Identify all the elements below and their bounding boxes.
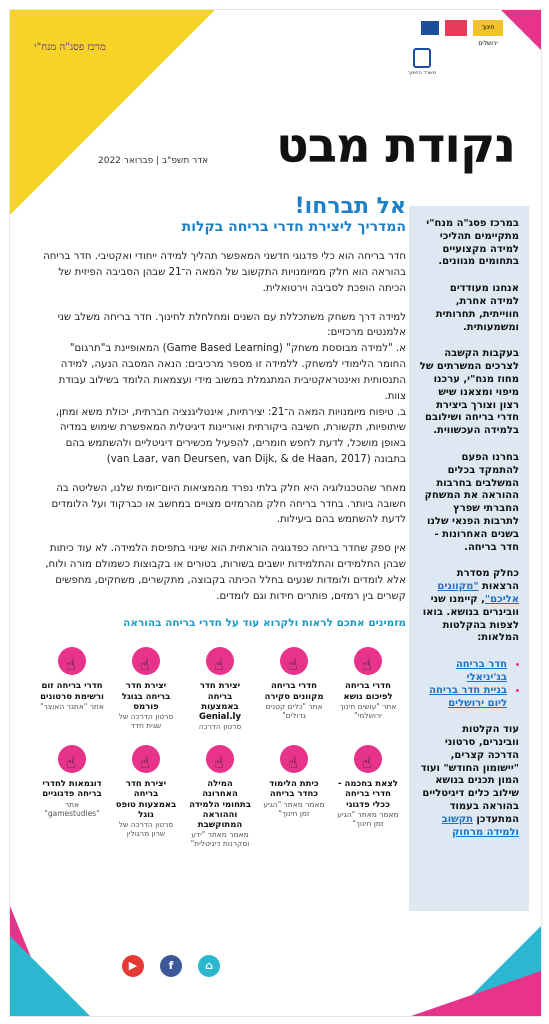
partner-logos [421, 20, 503, 47]
article-subtitle: המדריך ליצירת חדרי בריחה בקלות [181, 219, 406, 236]
distance-learning-link[interactable]: תקשוב ולמידה מרחוק [441, 813, 519, 838]
resource-item[interactable]: ☝ כיתת הלימוד כחדר בריחה מאמר מאתר "הגיע זמן חינוך" [262, 745, 326, 848]
resource-item[interactable]: ☝ יצירת חדר בריחה בגוגל פורמס סרטון הדרכה של שגית חדד [114, 647, 178, 731]
sidebar-p5: כחלק מסדרת הרצאות "מקוונים אליכם", קיימנו שני וובינרים בנושא. בואו לצפות בהקלטות המלאות: [422, 568, 519, 644]
article-paragraph: חדר בריחה הוא כלי פדגוגי חדשני המאפשר תהליך למידה ייחודי ואקטיבי. חדר בריחה בהוראה הוא חלק ממיומנויות התקשוב של המאה ה־21 שבהן הסביבה הפיזית של הכיתה הופכת לסביבה וירטואלית. [43, 251, 406, 294]
webinar-links [419, 659, 519, 710]
main-article [40, 195, 406, 848]
center-logo: מרכז פסג"ה מנח"י [34, 42, 106, 53]
click-hand-icon[interactable] [280, 647, 308, 675]
masthead-title: נקודת מבט [276, 118, 515, 174]
issue-date: אדר תשפ"ב | פברואר 2022 [98, 156, 209, 166]
webinar-link-genially[interactable]: חדר בריחה בג'יניאלי [455, 659, 507, 683]
resource-item[interactable]: ☝ המילה האחרונה בתחומי הלמידה וההוראה המתוקשבת מאמר מאתר "ידע וסקרנות דיגיטלית" [188, 745, 252, 848]
social-links [122, 955, 220, 977]
webinar-link-jerusalem-day[interactable]: בניית חדר בריחה ליום ירושלים [429, 684, 507, 709]
article-body [40, 249, 406, 604]
gov-badge: חינוך ירושלים [473, 20, 503, 36]
youtube-icon[interactable]: ▶ [122, 955, 144, 977]
article-paragraph: מאחר שהטכנולוגיה היא חלק בלתי נפרד מהמציאות היום־יומית שלנו, השליטה בה חשובה ביותר. בחדר בריחה חלק מהרמזים מצויים במחשב או כברקוד ועל הלומדים לדעת להשתמש בהם ביעילות. [51, 482, 406, 526]
pink-corner-decoration-bottom-right [411, 971, 541, 1016]
home-icon[interactable]: ⌂ [198, 955, 220, 977]
click-hand-icon[interactable] [132, 647, 160, 675]
sidebar-p3: בעקבות הקשבה לצרכים המשרתים של מחוז מנח"י, ערכנו מיפוי ומצאנו שיש רצון וצורך ביצירת חדרי בריחה ושילובם בלמידה העכשווית. [419, 348, 519, 437]
click-hand-icon[interactable] [132, 745, 160, 773]
pink-corner-decoration [501, 10, 541, 50]
list-item [419, 659, 507, 685]
resource-item[interactable]: ☝ לצאת בחכמה - חדרי בריחה ככלי פדגוגי מאמר מאתר "הגיע זמן חינוך" [336, 745, 400, 848]
resource-grid [40, 647, 400, 848]
facebook-icon[interactable]: f [160, 955, 182, 977]
article-title: אל תברחו! [294, 194, 406, 219]
resource-item[interactable]: ☝ חדרי בריחה זום ורשימת סרטונים אתר "אתגר האוצר" [40, 647, 104, 731]
newsletter-page [10, 10, 541, 1016]
click-hand-icon[interactable] [354, 745, 382, 773]
partner-logo-red [445, 20, 467, 36]
article-paragraph: למידה דרך משחק משתכללת עם השנים ומחלחלת לחינוך. חדר בריחה משלב שני אלמנטים מרכזיים: א. "למידה מבוססת משחק" (Game Based Learning) המאופיינת ב"תרגום" החומר הלימודי למשחק. ללמידה זו מספר מרכיבים: הנאה המסבה הנעה, למידה התנסותית ואינטראקטיבית המתגמלת במשוב מידי ועצמאות הלומד בשילוב עבודת צוות. ב. טיפוח מיומנויות המאה ה־21: יצירתיות, אינטליגנציה חברתית, יכולת משא ומתן, שיתופיות, תקשורת, חשיבה ביקורתית ואוריינות דיגיטלית המאפשרת שימוש במדיה באופן מושכל, לדעת לחפש חומרים, להפעיל מכשירים דיגיטליים ולהשתמש בהם בתבונה (van Laar, van Deursen, van Dijk, & de Haan, 2017) [55, 311, 406, 465]
sidebar-p2: אנחנו מעודדים למידה אחרת, חווייתית, תחרותית ומשמעותית. [435, 283, 519, 333]
click-hand-icon[interactable] [58, 647, 86, 675]
state-emblem-icon [413, 48, 431, 68]
resources-heading: מזמינים אתכם לראות ולקרוא עוד על חדרי בריחה בהוראה [123, 617, 406, 630]
click-hand-icon[interactable] [354, 647, 382, 675]
click-hand-icon[interactable] [206, 745, 234, 773]
resource-item[interactable]: ☝ יצירת חדר בריחה באמצעות טופס גוגל סרטון הדרכה של שרון מרגולין [114, 745, 178, 848]
list-item [419, 685, 507, 711]
sidebar-p4: בחרנו הפעם להתמקד בכלים המשלבים בחרבות ההוראה את המשחק החברתי שפרץ לתרבות הפנאי שלנו בשנים האחרונות - חדר בריחה. [424, 451, 519, 553]
emblem-caption: משרד החינוך [408, 70, 436, 76]
lecture-series-link[interactable]: "מקוונים אליכם" [437, 581, 519, 605]
click-hand-icon[interactable] [280, 745, 308, 773]
resource-item[interactable]: ☝ חדרי בריחה לפיכום נושא אתר "עושים חינוך ירושלמי" [336, 647, 400, 731]
click-hand-icon[interactable] [58, 745, 86, 773]
sidebar [409, 206, 529, 911]
click-hand-icon[interactable] [206, 647, 234, 675]
resource-item[interactable]: ☝ דוגמאות לחדרי בריחה פדגוגיים אתר "gamestudies" [40, 745, 104, 848]
sidebar-p6: עוד הקלטות וובינרים, סרטוני הדרכה קצרים, "יישומון החודש" ועוד המון תכנים בנושא שילוב כלים דיגיטליים בהוראה בעמוד המתעדכן תקשוב ולמידה מרחוק [420, 724, 519, 838]
partner-logo-blue [421, 21, 439, 35]
article-paragraph: אין ספק שחדר בריחה כפדגוגיה הוראתית הוא שינוי בתפיסת הלמידה. לא עוד כיתות שבהן התלמידים והתלמידות יושבים בשורות, בטורים או בקבוצות כשמולם מורה ולוח, אלא לומדים ולומדות שנעים בחלל הכיתה בקבוצה, מתקשרים, משחקים, מחפשים קשרים בין רמזים, פותרים חידות וגם לומדים. [45, 543, 406, 602]
sidebar-p1: במרכז פסג"ה מנח"י מתקיימים תהליכי למידה מקצועיים בתחומים מגוונים. [426, 218, 519, 268]
yellow-corner-decoration [10, 10, 215, 215]
resource-item[interactable]: ☝ יצירת חדר בריחה באמצעות Genial.ly סרטון הדרכה [188, 647, 252, 731]
resource-item[interactable]: ☝ חדרי בריחה מקוונים סקירה אתר "כלים קטנים גדולים" [262, 647, 326, 731]
cyan-corner-decoration-bottom-left [10, 936, 90, 1016]
